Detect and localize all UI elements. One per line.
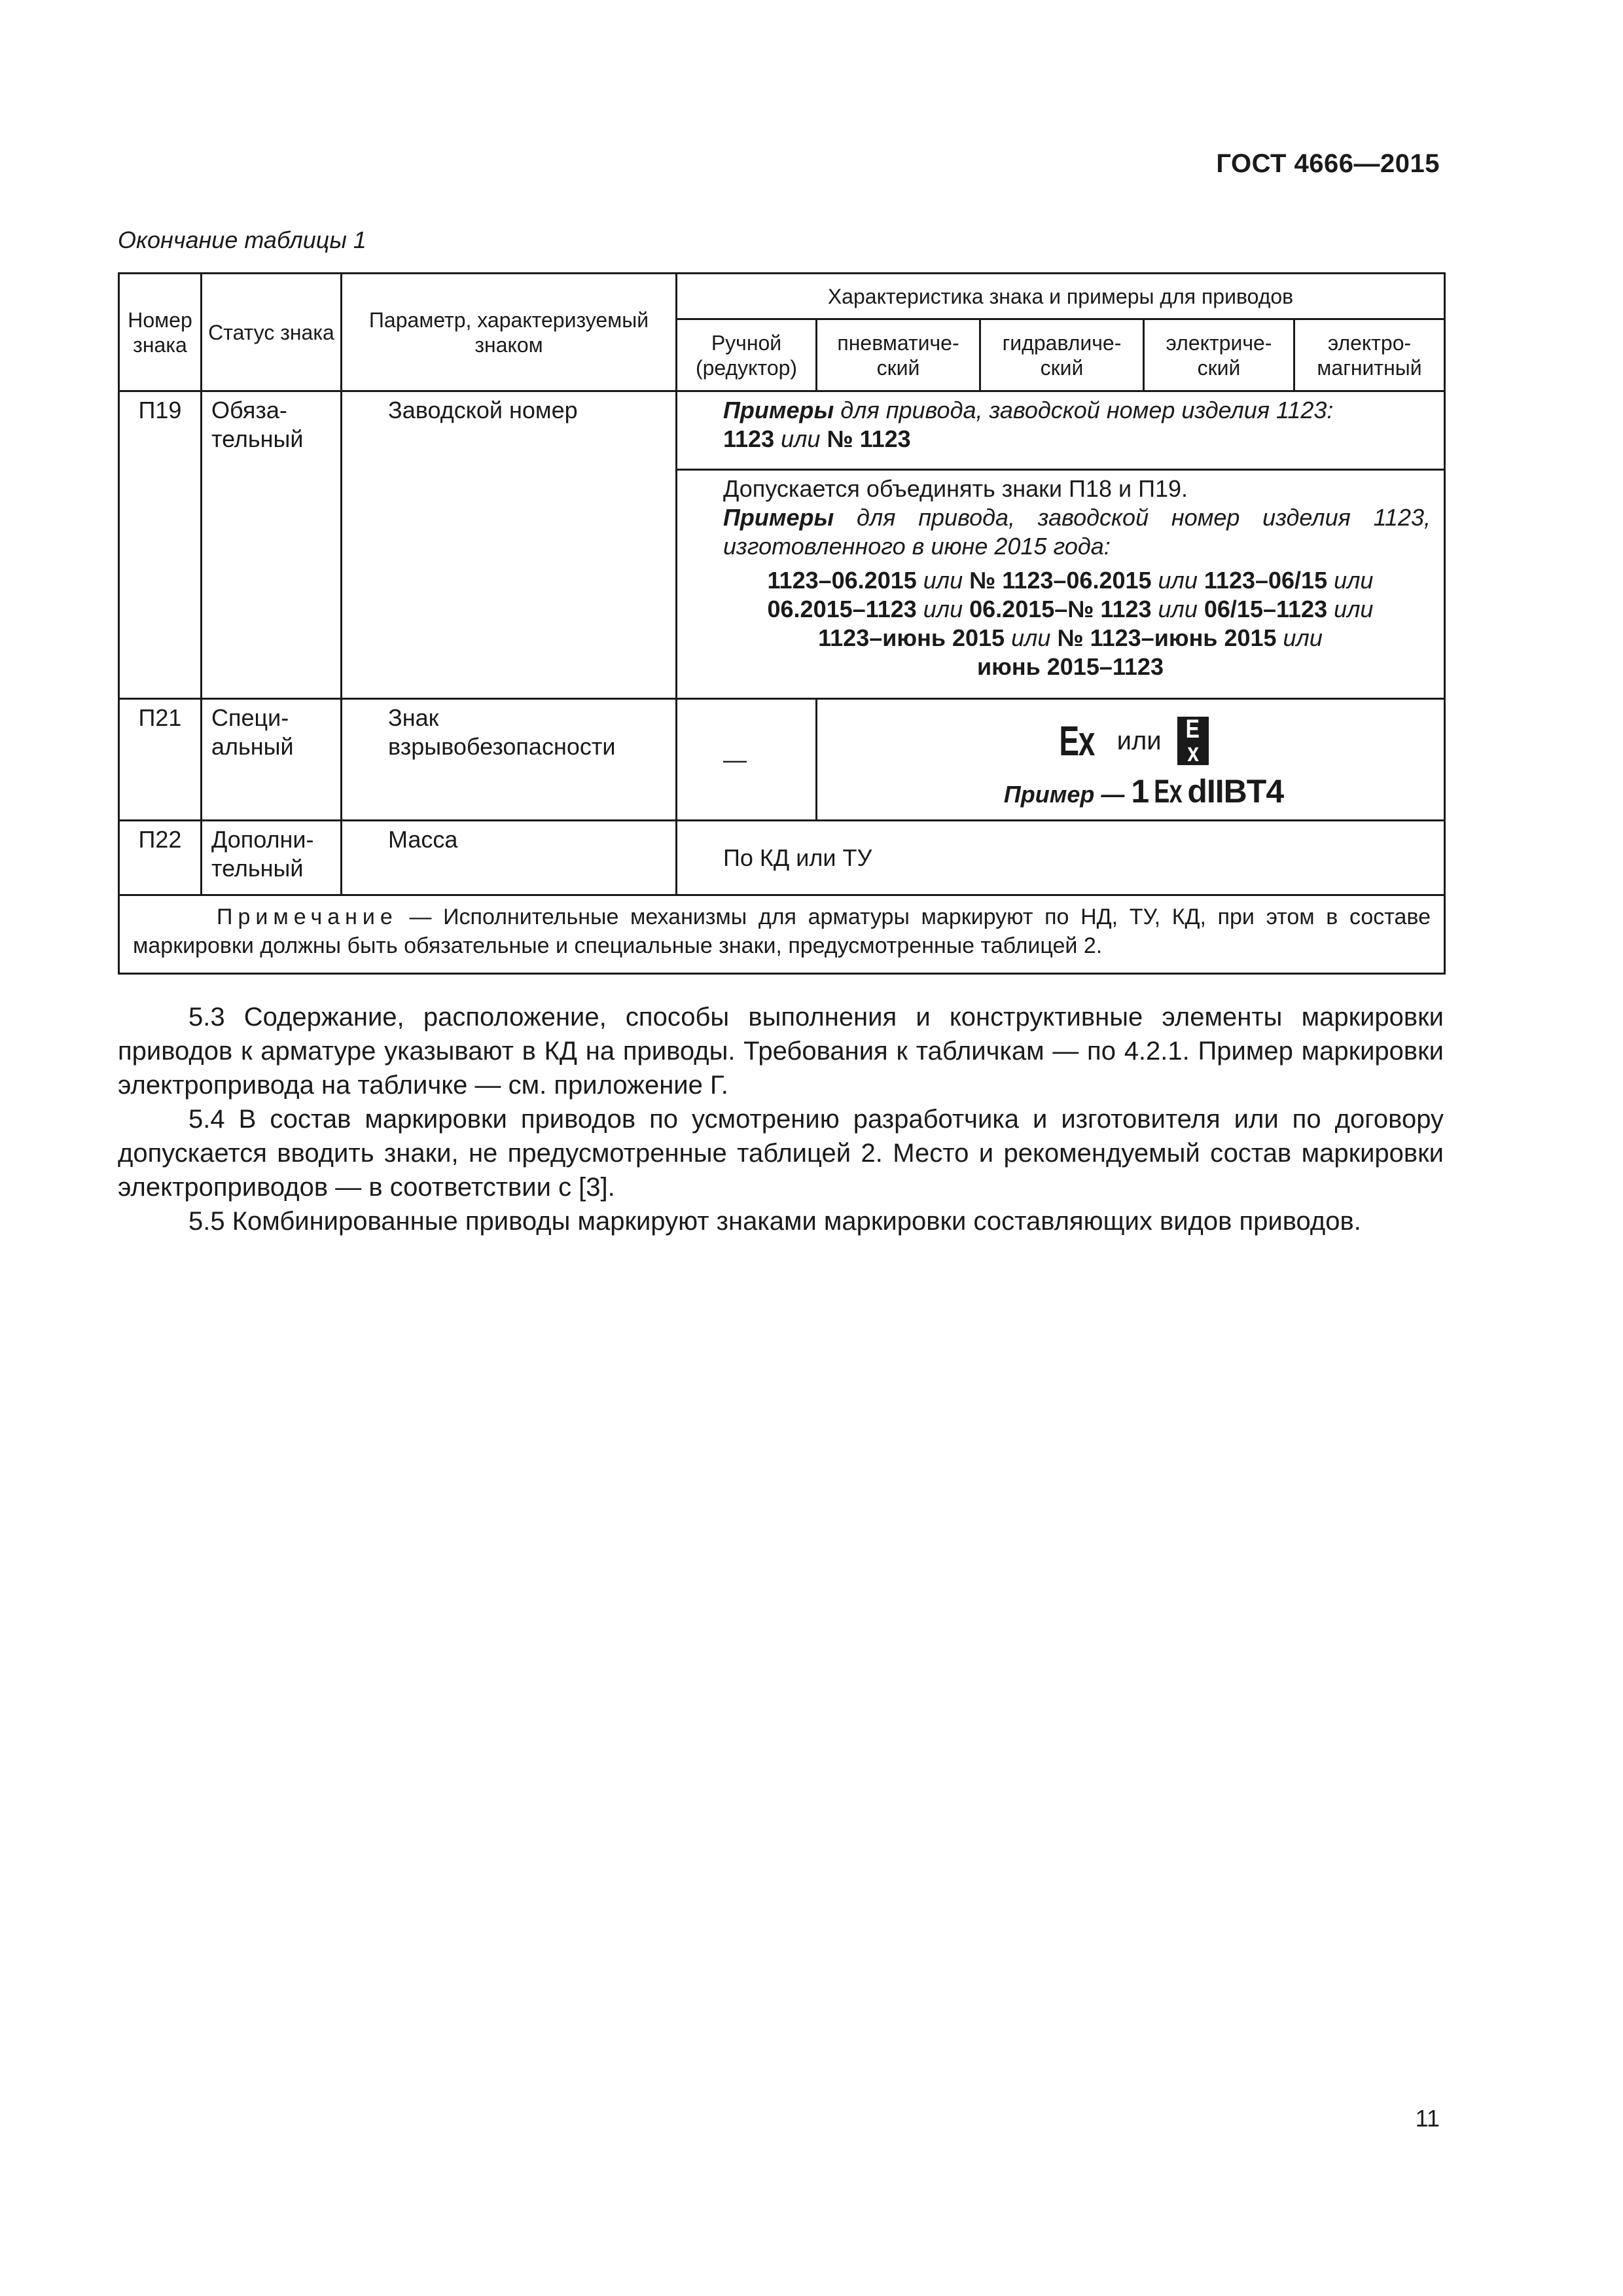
header-manual: Ручной (редуктор)	[677, 319, 817, 391]
ex-boxed-sign-icon: E x	[1177, 717, 1209, 765]
cell-status: Дополни-тельный	[202, 821, 342, 895]
combine-note: Допускается объединять знаки П18 и П19.	[723, 475, 1188, 502]
paragraph-5-3: 5.3 Содержание, расположение, способы выполнения и конструктивные элементы маркировки приводов к арматуре указывают в КД на приводы. Требования к табличкам — по 4.2.1. Пример маркировки электропривода на табличке — см. приложение Г.	[118, 1003, 1444, 1100]
serial-or: или	[774, 425, 827, 452]
cell-number: П22	[119, 821, 202, 895]
combined-line: июнь 2015–1123	[977, 653, 1164, 680]
combined-line: 1123–06.2015 или № 1123–06.2015 или 1123–06/15 или	[767, 567, 1374, 594]
table-caption: Окончание таблицы 1	[118, 226, 366, 253]
ex-sign-icon: Ex	[1059, 717, 1095, 764]
header-parameter: Параметр, характеризуемый знаком	[342, 274, 677, 391]
marking-table	[118, 272, 1446, 975]
examples-lead-2: Примеры	[723, 504, 834, 531]
paragraph-5-4: 5.4 В состав маркировки приводов по усмотрению разработчика и изготовителя или по договору допускается вводить знаки, не предусмотренные таблицей 2. Место и рекомендуемый состав маркировки электроприводов — в соответствии с [3].	[118, 1105, 1444, 1202]
combined-line: 1123–июнь 2015 или № 1123–июнь 2015 или	[818, 624, 1323, 651]
serial-a: 1123	[723, 425, 775, 452]
header-group: Характеристика знака и примеры для приводов	[677, 274, 1445, 319]
cell-status: Обяза-тельный	[202, 391, 342, 699]
table-row-p21	[119, 699, 1445, 821]
header-number: Номер знака	[119, 274, 202, 391]
page-number: 11	[1415, 2105, 1440, 2132]
header-hydraulic: гидравличе-ский	[980, 319, 1144, 391]
cell-ex-sign	[817, 699, 1445, 821]
combined-line: 06.2015–1123 или 06.2015–№ 1123 или 06/15–1123 или	[767, 596, 1374, 622]
table-note-row	[119, 895, 1445, 974]
body-paragraphs	[118, 1000, 1444, 1238]
ex-or: или	[1116, 726, 1162, 755]
header-status: Статус знака	[202, 274, 342, 391]
table-container	[118, 272, 1444, 975]
header-electromagnetic: электро-магнитный	[1294, 319, 1445, 391]
ex-example-label: Пример —	[1003, 781, 1125, 808]
cell-mass-value: По КД или ТУ	[677, 821, 1445, 895]
combined-examples	[723, 566, 1431, 681]
serial-b: № 1123	[827, 425, 911, 452]
note-label: Примечание	[217, 905, 398, 929]
cell-parameter: Заводской номер	[342, 391, 677, 699]
cell-parameter: Масса	[342, 821, 677, 895]
examples-text-2: для привода, заводской номер изделия 1123, изготовленного в июне 2015 года:	[723, 504, 1431, 560]
table-row-p19	[119, 391, 1445, 470]
ex-example	[827, 773, 1435, 810]
document-code: ГОСТ 4666—2015	[1216, 149, 1440, 178]
header-electric: электриче-ский	[1144, 319, 1294, 391]
examples-lead: Примеры	[723, 397, 834, 423]
cell-examples-combined	[677, 470, 1445, 699]
table-note	[119, 895, 1445, 974]
note-text: — Исполнительные механизмы для арматуры маркируют по НД, ТУ, КД, при этом в составе маркировки должны быть обязательные и специальные знаки, предусмотренные таблицей 2.	[133, 905, 1431, 958]
ex-example-code: 1 Ex dIIBT4	[1131, 773, 1284, 810]
cell-number: П21	[119, 699, 202, 821]
cell-number: П19	[119, 391, 202, 699]
examples-text: для привода, заводской номер изделия 1123:	[834, 397, 1334, 423]
header-pneumatic: пневматиче-ский	[817, 319, 980, 391]
ex-sign-row	[827, 713, 1435, 769]
paragraph-5-5: 5.5 Комбинированные приводы маркируют знаками маркировки составляющих видов приводов.	[188, 1207, 1361, 1236]
cell-parameter: Знак взрывобезопасности	[342, 699, 677, 821]
cell-status: Специ-альный	[202, 699, 342, 821]
cell-examples-serial	[677, 391, 1445, 470]
table-row-p22	[119, 821, 1445, 895]
cell-manual-dash: —	[677, 699, 817, 821]
